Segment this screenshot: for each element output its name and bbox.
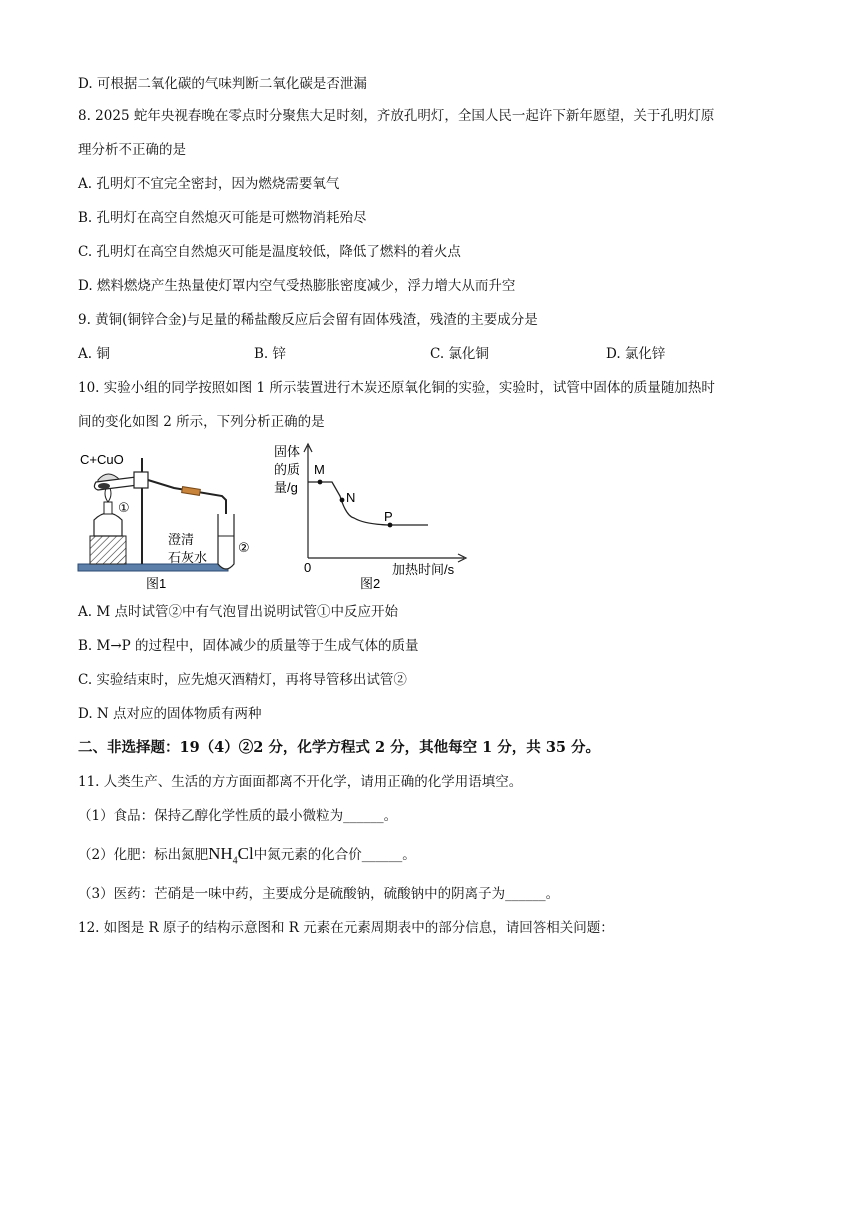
q10-stem-line-2: 间的变化如图 2 所示，下列分析正确的是 [78,414,325,430]
ammonium-chloride-formula [208,844,254,867]
test-tube-2 [218,514,234,569]
point-m [318,480,323,485]
point-n-label: N [346,490,356,505]
y-axis-label-3: 量/g [274,480,298,495]
q8-option-d: D. 燃料燃烧产生热量使灯罩内空气受热膨胀密度减少，浮力增大从而升空 [78,278,516,294]
reagent-powder [98,483,110,489]
wood-block [90,536,126,564]
formula-cl: Cl [237,844,254,863]
y-axis-label-1: 固体 [274,444,301,459]
q9-option-b: B. 锌 [254,346,287,362]
q10-option-c: C. 实验结束时，应先熄灭酒精灯，再将导管移出试管② [78,672,407,688]
point-p-label: P [384,509,393,524]
origin-label: 0 [304,560,312,575]
q11-part-3: （3）医药：芒硝是一味中药，主要成分是硫酸钠，硫酸钠中的阴离子为______。 [78,886,560,902]
x-axis-label: 加热时间/s [392,562,455,577]
q11-part-2-before: （2）化肥：标出氮肥 [78,847,209,863]
rubber-joint [182,487,201,496]
q10-option-b: B. M→P 的过程中，固体减少的质量等于生成气体的质量 [78,638,419,654]
q10-stem-line-1: 10. 实验小组的同学按照如图 1 所示装置进行木炭还原氧化铜的实验，实验时，试管中固体的质量随加热时 [78,380,715,396]
tube-1-label: ① [118,500,130,515]
q11-part-2 [78,844,416,871]
q8-stem-line-2: 理分析不正确的是 [78,142,186,158]
q8-option-a: A. 孔明灯不宜完全密封，因为燃烧需要氧气 [78,176,340,192]
clamp [134,472,148,488]
section-2-heading: 二、非选择题：19（4）②2 分，化学方程式 2 分，其他每空 1 分，共 35 分。 [78,739,601,756]
q8-option-b: B. 孔明灯在高空自然熄灭可能是可燃物消耗殆尽 [78,210,367,226]
limewater-label-1: 澄清 [168,532,195,547]
figure-1-apparatus [74,444,274,592]
mass-curve [308,482,428,525]
point-m-label: M [314,462,325,477]
figure-2-caption: 图2 [360,576,381,590]
q7-option-d: D. 可根据二氧化碳的气味判断二氧化碳是否泄漏 [78,76,367,92]
lamp-wick-holder [104,502,112,514]
q9-stem: 9. 黄铜(铜锌合金)与足量的稀盐酸反应后会留有固体残渣，残渣的主要成分是 [78,312,538,328]
q9-option-a: A. 铜 [78,346,110,362]
figure-2-mass-time-graph [268,440,478,590]
q11-part-1: （1）食品：保持乙醇化学性质的最小微粒为______。 [78,808,398,824]
q9-option-d: D. 氯化锌 [606,346,666,362]
alcohol-lamp [94,513,122,536]
q8-stem-line-1: 8. 2025 蛇年央视春晚在零点时分聚焦大足时刻，齐放孔明灯，全国人民一起许下新年愿望，关于孔明灯原 [78,108,715,124]
q12-stem: 12. 如图是 R 原子的结构示意图和 R 元素在元素周期表中的部分信息，请回答相关问题： [78,920,614,936]
point-n [340,498,345,503]
q10-option-a: A. M 点时试管②中有气泡冒出说明试管①中反应开始 [78,604,398,620]
figure-1-caption: 图1 [146,576,167,591]
q9-option-c: C. 氯化铜 [430,346,489,362]
q8-option-c: C. 孔明灯在高空自然熄灭可能是温度较低，降低了燃料的着火点 [78,244,461,260]
tube-2-label: ② [238,540,250,555]
base-plate [78,564,228,571]
reagent-label: C+CuO [80,452,124,467]
q11-part-2-after: 中氮元素的化合价______。 [253,847,416,863]
y-axis-label-2: 的质 [274,462,301,477]
q10-option-d: D. N 点对应的固体物质有两种 [78,706,262,722]
q11-stem: 11. 人类生产、生活的方方面面都离不开化学，请用正确的化学用语填空。 [78,774,523,790]
formula-nh: NH [208,844,233,863]
formula-subscript: 4 [232,855,238,867]
limewater-label-2: 石灰水 [168,550,208,565]
